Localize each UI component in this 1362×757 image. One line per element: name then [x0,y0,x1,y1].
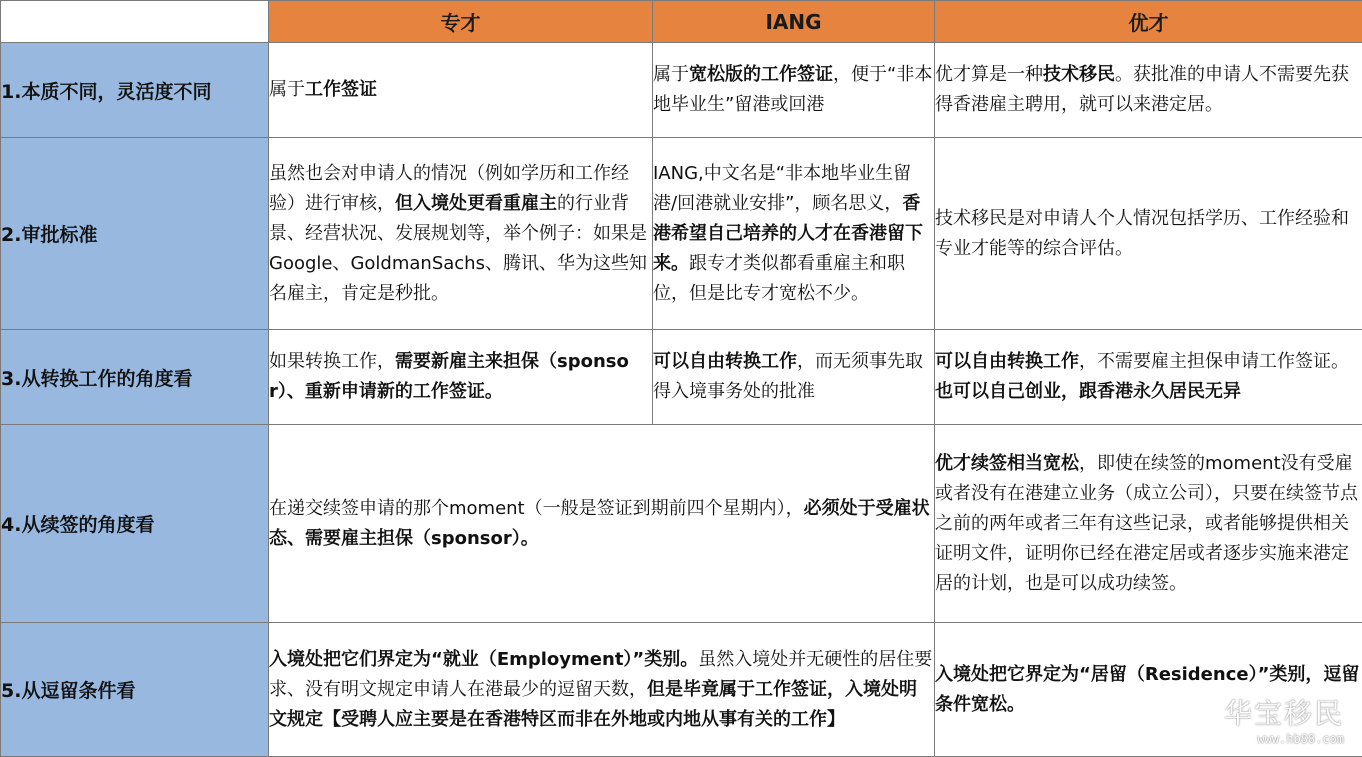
bold-text: 必须处于受雇状态、需要雇主担保（sponsor）。 [269,498,930,549]
cell-youcai [935,425,1362,623]
header-iang: IANG [653,1,935,43]
text: 的行业背景、经营状况、发展规划等，举个例子：如果是Google、GoldmanSachs、腾讯、华为这些知名雇主，肯定是秒批。 [269,193,647,304]
cell-zhuancai-iang [269,623,935,757]
text: 技术移民是对申请人个人情况包括学历、工作经验和专业才能等的综合评估。 [935,208,1349,259]
row-label: 4.从续签的角度看 [1,425,269,623]
bold-text: 技术移民 [1043,64,1115,85]
row-label: 3.从转换工作的角度看 [1,330,269,425]
cell-zhuancai [269,330,653,425]
bold-text: 可以自由转换工作 [935,351,1079,372]
row-label: 5.从逗留条件看 [1,623,269,757]
text: 属于 [653,64,689,85]
cell-iang [653,138,935,330]
table-row [1,43,1362,138]
cell-zhuancai-iang [269,425,935,623]
table-row [1,330,1362,425]
bold-text: 但入境处更看重雇主 [395,193,557,214]
row-label: 1.本质不同，灵活度不同 [1,43,269,138]
table-row [1,138,1362,330]
table-row [1,425,1362,623]
text: 在递交续签申请的那个moment（一般是签证到期前四个星期内）， [269,498,804,519]
cell-youcai [935,43,1362,138]
text: ，便于“非本地毕业生”留港或回港 [653,64,932,115]
bold-text: 可以自由转换工作 [653,351,797,372]
bold-text: 宽松版的工作签证 [689,64,833,85]
text: ，不需要雇主担保申请工作签证。 [1079,351,1349,372]
cell-zhuancai [269,138,653,330]
header-row [1,1,1362,43]
row-label: 2.审批标准 [1,138,269,330]
bold-text: 但是毕竟属于工作签证，入境处明文规定【受聘人应主要是在香港特区而非在外地或内地从事有关的工作】 [269,679,917,730]
header-zhuancai: 专才 [269,1,653,43]
text: 属于 [269,79,305,100]
watermark-url: www.hb88.com [1224,732,1344,746]
cell-youcai [935,330,1362,425]
bold-text: 工作签证 [305,79,377,100]
watermark-title: 华宝移民 [1224,692,1344,732]
cell-zhuancai [269,43,653,138]
bold-text: 需要新雇主来担保（sponsor）、重新申请新的工作签证。 [269,351,629,402]
header-youcai: 优才 [935,1,1362,43]
table-row [1,623,1362,757]
text: 优才算是一种 [935,64,1043,85]
watermark [1224,692,1344,746]
text: ，即使在续签的moment没有受雇或者没有在港建立业务（成立公司），只要在续签节点之前的两年或者三年有这些记录，或者能够提供相关证明文件，证明你已经在港定居或者逐步实施来港定居的计划，也是可以成功续签。 [935,453,1358,594]
bold-text: 优才续签相当宽松 [935,453,1079,474]
cell-youcai [935,138,1362,330]
text: 跟专才类似都看重雇主和职位，但是比专才宽松不少。 [653,253,905,304]
text: 如果转换工作， [269,351,395,372]
bold-text: 也可以自己创业，跟香港永久居民无异 [935,381,1241,402]
bold-text: 入境处把它界定为“居留（Residence）”类别，逗留条件宽松。 [935,664,1359,715]
text: 虽然也会对申请人的情况（例如学历和工作经验）进行审核， [269,163,629,214]
cell-iang [653,43,935,138]
bold-text: 入境处把它们界定为“就业（Employment）”类别。 [269,649,698,670]
text: 。获批准的申请人不需要先获得香港雇主聘用，就可以来港定居。 [935,64,1349,115]
text: IANG,中文名是“非本地毕业生留港/回港就业安排”，顾名思义， [653,163,911,214]
bold-text: 香港希望自己培养的人才在香港留下来。 [653,193,923,274]
corner-cell [1,1,269,43]
text: 虽然入境处并无硬性的居住要求、没有明文规定申请人在港最少的逗留天数， [269,649,932,700]
cell-iang [653,330,935,425]
text: ，而无须事先取得入境事务处的批准 [653,351,923,402]
